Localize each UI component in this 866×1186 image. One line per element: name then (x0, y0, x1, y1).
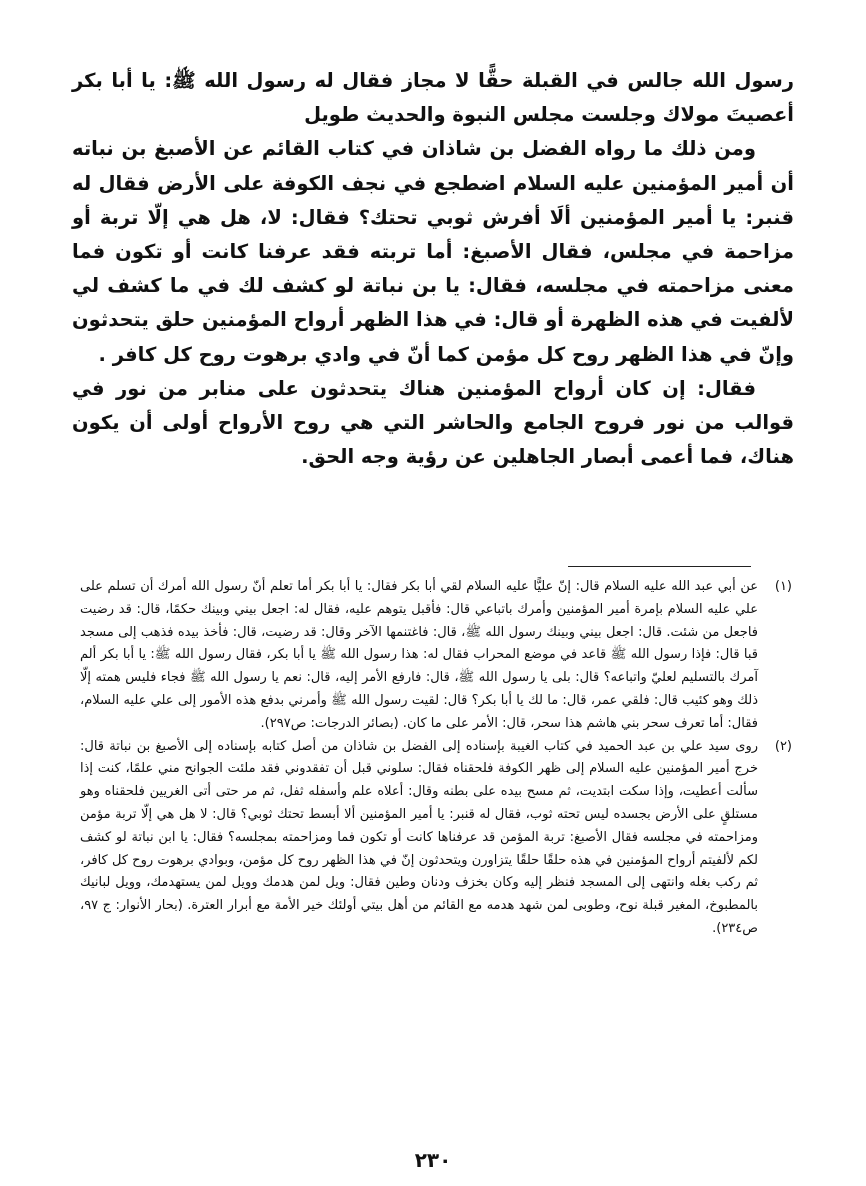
footnote-1 (80, 576, 792, 736)
footnotes (80, 576, 792, 941)
main-paragraph-3: فقال: إن كان أرواح المؤمنين هناك يتحدثون على منابر من نور في قوالب من نور فروح الجامع والحاشر التي هي روح الأرواح أولى أن يكون هناك، فما أعمى أبصار الجاهلين عن رؤية وجه الحق. (72, 376, 794, 469)
footnote-2 (80, 736, 792, 941)
page-number: ٢٣٠ (414, 1148, 452, 1172)
main-text (72, 64, 794, 474)
main-paragraph-1: رسول الله جالس في القبلة حقًّا لا مجاز فقال له رسول الله ﷺ: يا أبا بكر أعصيتَ مولاك وجلست مجلس النبوة والحديث طويل (72, 69, 794, 127)
footnote-2-text: روى سيد علي بن عبد الحميد في كتاب الغيبة بإسناده إلى الفضل بن شاذان من أصل كتابه بإسناده إلى الأصبغ بن نباتة قال: خرج أمير المؤمنين عليه السلام إلى ظهر الكوفة فلحقناه فقال: سلوني قبل أن تفقدوني فقد ملئت الجوانح مني علمًا، كنت إذا سألت أعطيت، وإذا سكت ابتديت، ثم مسح بيده على بطنه وقال: أعلاه علم وأسفله ثفل، ثم مر حتى أتى الغريين فلحقناه وهو مستلقٍ على الأرض بجسده ليس تحته ثوب، فقال له قنبر: يا أمير المؤمنين ألا أبسط تحتك ثوبي؟ قال: لا هل هي إلّا تربة مؤمن ومزاحمته في مجلسه فقال الأصبغ: تربة المؤمن قد عرفناها كانت أو تكون فما ومزاحمته بمجلسه؟ فقال: يا ابن نباتة لو كشف لكم لألفيتم أرواح المؤمنين في هذه حلقًا حلقًا يتزاورن ويتحدثون إنّ في هذا الظهر روح كل مؤمن، وبوادي برهوت روح كل كافر، ثم ركب بغله وانتهى إلى المسجد فنظر إليه وكان بخزف ودنان وطين فقال: ويل لمن هدمك وويل لمن يستهدمك، وويل لبانيك بالمطبوخ، المغير قبلة نوح، وطوبى لمن شهد هدمه مع القائم من أهل بيتي أولئك خير الأمة مع أبرار العترة. (بحار الأنوار: ج ٩٧، ص٢٣٤). (80, 738, 758, 936)
footnote-1-number: (١) (774, 579, 792, 594)
footnote-2-number: (٢) (774, 738, 792, 754)
footnote-divider (568, 566, 751, 567)
footnote-1-text: عن أبي عبد الله عليه السلام قال: إنّ عليًّا عليه السلام لقي أبا بكر فقال: يا أبا بكر أما تعلم أنّ رسول الله أمرك أن تسلم على علي عليه السلام بإمرة أمير المؤمنين وأمرك باتباعي قال: فأقبل يتوهم عليه، فقال له: اجعل بيني وبينك حكمًا، قال: قد رضيت فاجعل من شئت. قال: اجعل بيني وبينك رسول الله ﷺ، قال: فاغتنمها الآخر وقال: قد رضيت، قال: فأخذ بيده فذهب إلى مسجد قبا قال: فإذا رسول الله ﷺ قاعد في موضع المحراب فقال له: هذا رسول الله ﷺ يا أبا بكر، فقال رسول الله ﷺ: يا أبا بكر ألم آمرك بالتسليم لعليّ واتباعه؟ قال: بلى يا رسول الله ﷺ، قال: فارفع الأمر إليه، قال: نعم يا رسول الله ﷺ فجاء فليس همته إلّا ذلك وهو كئيب قال: فلقي عمر، قال: ما لك يا أبا بكر؟ قال: لقيت رسول الله ﷺ وأمرني بدفع هذه الأمور إلى علي عليه السلام، فقال: أما تعرف سحر بني هاشم هذا سحر، قال: الأمر على ما كان. (بصائر الدرجات: ص٢٩٧). (80, 579, 758, 731)
main-paragraph-2: ومن ذلك ما رواه الفضل بن شاذان في كتاب القائم عن الأصبغ بن نباته أن أمير المؤمنين عليه السلام اضطجع في نجف الكوفة على الأرض فقال له قنبر: يا أمير المؤمنين ألَا أفرش ثوبي تحتك؟ فقال: لا، هل هي إلّا تربة أو مزاحمة في مجلس، فقال الأصبغ: أما تربته فقد عرفنا كانت أو تكون فما معنى مزاحمته في مجلسه، فقال: يا بن نباتة لو كشف لك في ما كشف لي لألفيت في هذه الظهرة أو قال: في هذا الظهر أرواح المؤمنين حلق يتحدثون وإنّ في هذا الظهر روح كل مؤمن كما أنّ في وادي برهوت روح كل كافر . (72, 137, 794, 366)
